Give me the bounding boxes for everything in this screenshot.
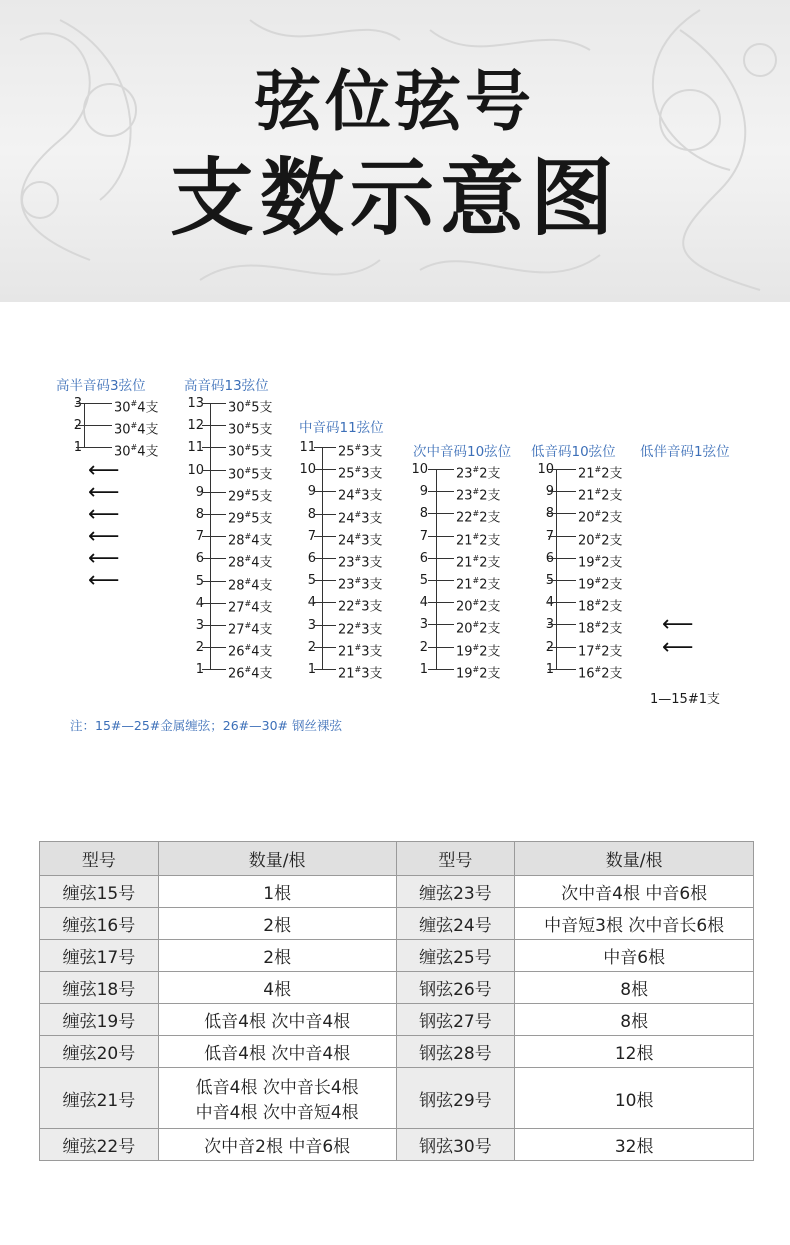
table-row xyxy=(40,940,754,972)
table-row xyxy=(40,908,754,940)
left-arrow-icon: ⟵ xyxy=(88,546,120,571)
string-gauge: 21#2支 xyxy=(456,576,501,593)
string-gauge: 30#5支 xyxy=(228,443,273,460)
quantity-cell: 4根 xyxy=(158,972,396,1004)
group-label: 低伴音码1弦位 xyxy=(640,444,730,460)
string-position: 9 xyxy=(545,484,554,500)
string-gauge: 24#3支 xyxy=(338,509,383,526)
string-position: 5 xyxy=(307,573,316,589)
row-tick xyxy=(548,491,576,492)
string-position: 10 xyxy=(537,462,554,477)
string-gauge: 24#3支 xyxy=(338,487,383,504)
string-gauge: 21#2支 xyxy=(578,487,623,504)
string-gauge: 22#3支 xyxy=(338,620,383,637)
row-tick xyxy=(202,403,226,404)
model-cell: 钢弦26号 xyxy=(396,972,515,1004)
string-position: 2 xyxy=(545,639,554,655)
model-cell: 缠弦20号 xyxy=(40,1036,159,1068)
string-position-diagram xyxy=(0,360,790,750)
row-tick xyxy=(202,425,226,426)
string-position: 8 xyxy=(195,507,204,522)
quantity-cell: 次中音4根 中音6根 xyxy=(515,876,754,908)
string-position: 8 xyxy=(307,506,316,522)
string-position: 3 xyxy=(73,396,82,411)
string-position: 10 xyxy=(411,462,428,477)
string-gauge: 22#3支 xyxy=(338,598,383,615)
quantity-cell: 10根 xyxy=(515,1068,754,1129)
model-cell: 缠弦16号 xyxy=(40,908,159,940)
model-cell: 缠弦25号 xyxy=(396,940,515,972)
string-gauge: 28#4支 xyxy=(228,532,273,549)
quantity-cell: 8根 xyxy=(515,1004,754,1036)
string-gauge: 30#5支 xyxy=(228,421,273,438)
string-position: 7 xyxy=(195,529,204,545)
quantity-cell: 12根 xyxy=(515,1036,754,1068)
string-gauge: 22#2支 xyxy=(456,509,501,526)
string-gauge: 18#2支 xyxy=(578,598,623,615)
string-position: 11 xyxy=(299,440,316,455)
string-row xyxy=(0,396,790,416)
string-spec-table xyxy=(39,841,754,1161)
string-gauge: 29#5支 xyxy=(228,487,273,505)
string-gauge: 26#4支 xyxy=(228,643,273,660)
string-footnote: 注：15#—25#金属缠弦；26#—30# 钢丝裸弦 xyxy=(70,718,342,733)
table-row xyxy=(40,1068,754,1129)
quantity-cell: 低音4根 次中音4根 xyxy=(158,1004,396,1036)
string-row xyxy=(0,418,790,438)
table-row xyxy=(40,972,754,1004)
string-position: 8 xyxy=(419,506,428,522)
model-cell: 钢弦29号 xyxy=(396,1068,515,1129)
string-position: 2 xyxy=(195,640,204,656)
string-position: 3 xyxy=(419,617,428,633)
string-row xyxy=(0,595,790,615)
model-cell: 缠弦17号 xyxy=(40,940,159,972)
string-gauge: 30#5支 xyxy=(228,399,273,416)
quantity-cell: 中音短3根 次中音长6根 xyxy=(515,908,754,940)
row-tick xyxy=(548,669,576,670)
row-tick xyxy=(548,536,576,537)
model-cell: 钢弦30号 xyxy=(396,1129,515,1161)
string-gauge: 23#3支 xyxy=(338,576,383,593)
string-position: 5 xyxy=(195,573,204,589)
string-position: 4 xyxy=(545,595,554,611)
left-arrow-icon: ⟵ xyxy=(662,612,694,637)
row-tick xyxy=(548,624,576,625)
row-tick xyxy=(548,647,576,648)
string-gauge: 19#2支 xyxy=(578,576,623,593)
group-label: 次中音码10弦位 xyxy=(413,444,512,460)
header-quantity-2: 数量/根 xyxy=(515,842,754,876)
quantity-cell: 32根 xyxy=(515,1129,754,1161)
quantity-cell: 8根 xyxy=(515,972,754,1004)
header-model-1: 型号 xyxy=(40,842,159,876)
table-row xyxy=(40,1129,754,1161)
string-gauge: 30#5支 xyxy=(228,465,273,482)
string-gauge: 25#3支 xyxy=(338,443,383,460)
left-arrow-icon: ⟵ xyxy=(88,458,120,483)
table-row xyxy=(40,1036,754,1068)
string-gauge: 25#3支 xyxy=(338,465,383,482)
model-cell: 缠弦18号 xyxy=(40,972,159,1004)
model-cell: 缠弦22号 xyxy=(40,1129,159,1161)
string-gauge: 21#2支 xyxy=(578,465,623,482)
left-arrow-icon: ⟵ xyxy=(88,480,120,505)
row-tick xyxy=(314,447,336,448)
string-position: 6 xyxy=(419,550,428,566)
string-position: 2 xyxy=(419,639,428,655)
string-gauge: 21#2支 xyxy=(456,553,501,571)
model-cell: 缠弦15号 xyxy=(40,876,159,908)
string-gauge: 20#2支 xyxy=(578,531,623,548)
model-cell: 缠弦21号 xyxy=(40,1068,159,1129)
string-position: 7 xyxy=(307,528,316,544)
left-arrow-icon: ⟵ xyxy=(662,635,694,660)
model-cell: 缠弦24号 xyxy=(396,908,515,940)
string-gauge: 23#2支 xyxy=(456,465,501,482)
quantity-cell xyxy=(158,1068,396,1129)
group-label: 高音码13弦位 xyxy=(184,378,269,394)
string-position: 10 xyxy=(187,462,204,478)
row-tick xyxy=(548,602,576,603)
row-tick xyxy=(548,513,576,514)
string-position: 4 xyxy=(307,595,316,611)
string-gauge: 24#3支 xyxy=(338,531,383,549)
string-position: 3 xyxy=(545,617,554,633)
string-position: 1 xyxy=(195,662,204,678)
string-gauge: 27#4支 xyxy=(228,598,273,616)
string-gauge: 20#2支 xyxy=(456,620,501,637)
string-position: 2 xyxy=(307,639,316,655)
quantity-cell: 次中音2根 中音6根 xyxy=(158,1129,396,1161)
header-model-2: 型号 xyxy=(396,842,515,876)
left-arrow-icon: ⟵ xyxy=(88,568,120,593)
string-gauge: 29#5支 xyxy=(228,510,273,527)
quantity-cell: 2根 xyxy=(158,940,396,972)
model-cell: 缠弦19号 xyxy=(40,1004,159,1036)
string-position: 6 xyxy=(545,550,554,566)
quantity-cell: 1根 xyxy=(158,876,396,908)
string-gauge: 19#2支 xyxy=(578,553,623,571)
string-position: 13 xyxy=(187,396,204,411)
string-position: 7 xyxy=(545,528,554,544)
string-position: 12 xyxy=(187,418,204,434)
row-tick xyxy=(548,580,576,581)
string-position: 9 xyxy=(419,484,428,500)
group-label: 中音码11弦位 xyxy=(299,420,384,436)
model-cell: 钢弦28号 xyxy=(396,1036,515,1068)
quantity-line: 中音4根 次中音短4根 xyxy=(195,1103,359,1123)
string-row xyxy=(0,661,790,682)
string-gauge: 30#4支 xyxy=(114,399,159,416)
quantity-cell: 2根 xyxy=(158,908,396,940)
bass-string-note: 1—15#1支 xyxy=(650,692,720,707)
string-position: 3 xyxy=(307,617,316,633)
string-position: 1 xyxy=(419,661,428,677)
string-gauge: 16#2支 xyxy=(578,664,623,682)
quantity-line: 低音4根 次中音长4根 xyxy=(195,1078,359,1098)
header-banner xyxy=(0,0,790,302)
string-gauge: 19#2支 xyxy=(456,642,501,659)
page-title-line1: 弦位弦号 xyxy=(255,63,535,140)
string-position: 11 xyxy=(187,440,204,456)
string-position: 1 xyxy=(307,662,316,677)
string-position: 9 xyxy=(307,484,316,500)
string-gauge: 21#3支 xyxy=(338,665,383,682)
quantity-cell: 低音4根 次中音4根 xyxy=(158,1036,396,1068)
group-label: 高半音码3弦位 xyxy=(56,378,146,394)
table-header-row xyxy=(40,842,754,876)
string-position: 2 xyxy=(73,418,82,434)
string-gauge: 30#4支 xyxy=(114,421,159,438)
string-position: 8 xyxy=(545,506,554,522)
string-position: 10 xyxy=(299,462,316,478)
string-position: 6 xyxy=(307,551,316,566)
table-row xyxy=(40,1004,754,1036)
table-row xyxy=(40,876,754,908)
left-arrow-icon: ⟵ xyxy=(88,524,120,549)
header-quantity-1: 数量/根 xyxy=(158,842,396,876)
string-position: 1 xyxy=(73,440,82,456)
model-cell: 缠弦23号 xyxy=(396,876,515,908)
string-position: 4 xyxy=(195,595,204,611)
string-gauge: 18#2支 xyxy=(578,620,623,637)
string-gauge: 23#3支 xyxy=(338,554,383,571)
model-cell: 钢弦27号 xyxy=(396,1004,515,1036)
string-position: 6 xyxy=(195,551,204,567)
string-position: 5 xyxy=(419,573,428,588)
string-gauge: 17#2支 xyxy=(578,642,623,659)
string-gauge: 28#4支 xyxy=(228,554,273,571)
quantity-cell: 中音6根 xyxy=(515,940,754,972)
string-position: 7 xyxy=(419,528,428,544)
string-gauge: 21#3支 xyxy=(338,642,383,660)
string-position: 1 xyxy=(545,661,554,677)
string-gauge: 21#2支 xyxy=(456,531,501,548)
string-position: 5 xyxy=(545,573,554,588)
string-position: 3 xyxy=(195,618,204,633)
string-gauge: 20#2支 xyxy=(456,598,501,615)
string-position: 9 xyxy=(195,484,204,500)
string-gauge: 30#4支 xyxy=(114,443,159,460)
row-tick xyxy=(548,469,576,470)
string-gauge: 27#4支 xyxy=(228,621,273,638)
string-gauge: 19#2支 xyxy=(456,664,501,682)
row-tick xyxy=(548,558,576,559)
string-gauge: 28#4支 xyxy=(228,576,273,593)
string-gauge: 23#2支 xyxy=(456,487,501,504)
group-label: 低音码10弦位 xyxy=(531,444,616,460)
string-gauge: 20#2支 xyxy=(578,509,623,526)
left-arrow-icon: ⟵ xyxy=(88,502,120,527)
string-gauge: 26#4支 xyxy=(228,665,273,682)
page-title-line2: 支数示意图 xyxy=(169,149,620,247)
string-position: 4 xyxy=(419,595,428,611)
